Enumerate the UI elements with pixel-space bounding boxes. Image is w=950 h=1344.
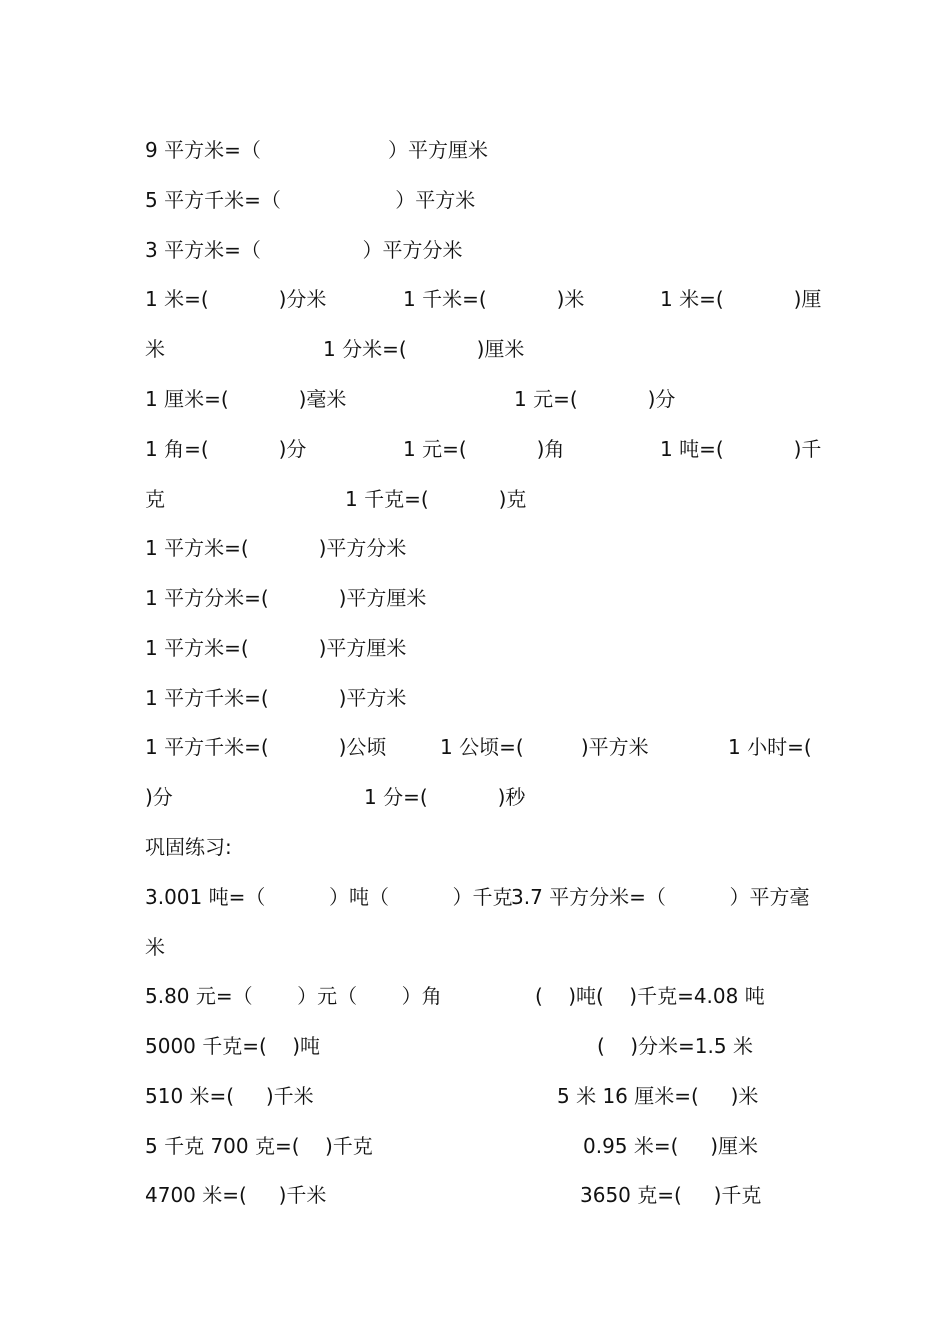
exercise-sq-km-to-ha: 1 平方千米=( )公顷 bbox=[145, 735, 387, 759]
line-6 bbox=[0, 384, 950, 414]
line-17 bbox=[0, 932, 950, 962]
exercise-sq-m-to-sq-cm: 9 平方米=（ ）平方厘米 bbox=[145, 138, 488, 162]
practice-yuan-split: 5.80 元=（ ）元（ ）角 bbox=[145, 984, 442, 1008]
line-1 bbox=[0, 135, 950, 165]
line-21 bbox=[0, 1131, 950, 1161]
line-10 bbox=[0, 583, 950, 613]
exercise-yuan-to-jiao: 1 元=( )角 bbox=[403, 437, 565, 461]
exercise-area: 1 平方米=( )平方厘米 bbox=[145, 636, 407, 660]
exercise-ton-to-kg: 1 吨=( )千 bbox=[660, 437, 822, 461]
line-20 bbox=[0, 1081, 950, 1111]
line-22 bbox=[0, 1180, 950, 1210]
line-16 bbox=[0, 882, 950, 912]
practice-sq-dm-to-sq-mm: 3.7 平方分米=（ ）平方毫 bbox=[511, 885, 810, 909]
exercise-min-to-sec: 1 分=( )秒 bbox=[364, 785, 526, 809]
wrapped-text: )分 bbox=[145, 785, 173, 809]
line-5 bbox=[0, 334, 950, 364]
line-15 bbox=[0, 832, 950, 862]
line-3 bbox=[0, 235, 950, 265]
exercise-area: 1 平方分米=( )平方厘米 bbox=[145, 586, 427, 610]
line-19 bbox=[0, 1031, 950, 1061]
wrapped-text: 克 bbox=[145, 487, 165, 511]
exercise-sq-km-to-sq-m: 5 平方千米=（ ）平方米 bbox=[145, 188, 476, 212]
line-9 bbox=[0, 533, 950, 563]
practice-ton-split: 3.001 吨=（ ）吨（ ）千克 bbox=[145, 885, 513, 909]
practice-dm-from-m: ( )分米=1.5 米 bbox=[597, 1034, 753, 1058]
exercise-yuan-to-fen: 1 元=( )分 bbox=[514, 387, 676, 411]
exercise-m-to-dm: 1 米=( )分米 bbox=[145, 287, 327, 311]
line-13 bbox=[0, 732, 950, 762]
exercise-area: 1 平方千米=( )平方米 bbox=[145, 686, 407, 710]
exercise-hour-to-min: 1 小时=( bbox=[728, 735, 812, 759]
wrapped-text: 米 bbox=[145, 337, 165, 361]
exercise-ha-to-sq-m: 1 公顷=( )平方米 bbox=[440, 735, 649, 759]
practice-ton-kg-combine: ( )吨( )千克=4.08 吨 bbox=[535, 984, 765, 1008]
exercise-area: 1 平方米=( )平方分米 bbox=[145, 536, 407, 560]
wrapped-text: 米 bbox=[145, 935, 165, 959]
section-heading: 巩固练习: bbox=[145, 835, 232, 859]
line-4 bbox=[0, 284, 950, 314]
practice-g-to-kg: 3650 克=( )千克 bbox=[580, 1183, 762, 1207]
line-7 bbox=[0, 434, 950, 464]
line-2 bbox=[0, 185, 950, 215]
exercise-dm-to-cm: 1 分米=( )厘米 bbox=[323, 337, 525, 361]
line-11 bbox=[0, 633, 950, 663]
exercise-km-to-m: 1 千米=( )米 bbox=[403, 287, 585, 311]
practice-m-to-cm: 0.95 米=( )厘米 bbox=[583, 1134, 759, 1158]
practice-kg-to-ton: 5000 千克=( )吨 bbox=[145, 1034, 321, 1058]
practice-m-to-km-2: 4700 米=( )千米 bbox=[145, 1183, 327, 1207]
exercise-cm-to-mm: 1 厘米=( )毫米 bbox=[145, 387, 347, 411]
line-14 bbox=[0, 782, 950, 812]
exercise-kg-to-g: 1 千克=( )克 bbox=[345, 487, 527, 511]
line-8 bbox=[0, 484, 950, 514]
line-12 bbox=[0, 683, 950, 713]
practice-m-to-km: 510 米=( )千米 bbox=[145, 1084, 314, 1108]
exercise-sq-m-to-sq-dm: 3 平方米=（ ）平方分米 bbox=[145, 238, 463, 262]
line-18 bbox=[0, 981, 950, 1011]
exercise-m-to-cm: 1 米=( )厘 bbox=[660, 287, 822, 311]
exercise-jiao-to-fen: 1 角=( )分 bbox=[145, 437, 307, 461]
practice-m-cm-to-m: 5 米 16 厘米=( )米 bbox=[557, 1084, 759, 1108]
practice-kg-g-to-kg: 5 千克 700 克=( )千克 bbox=[145, 1134, 373, 1158]
